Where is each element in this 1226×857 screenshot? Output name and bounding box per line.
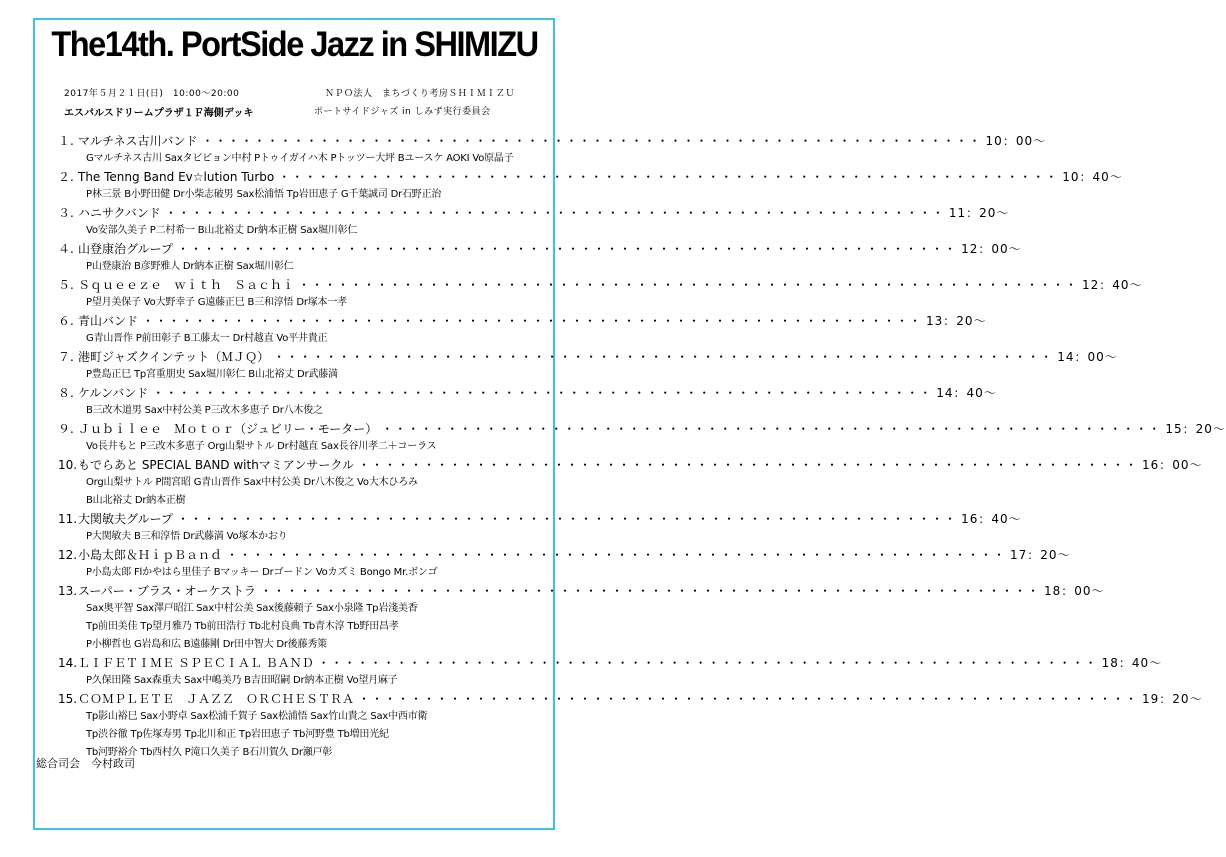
entry-number: ４. [58,242,74,256]
event-date: 2017年５月２１日(日) 10:00〜20:00 [64,89,240,99]
program-entry-line [58,654,1163,672]
program-entry [58,582,1105,654]
band-name: Ｊｕｂｉｌｅｅ Ｍｏｔｏｒ（ジュビリー・モーター） [78,422,378,436]
member-list: Tp影山裕巳 Sax小野卓 Sax松浦千賀子 Sax松浦悟 Sax竹山貴之 Sax中西市衛 [86,711,428,722]
program-entry-line [58,168,1123,186]
program-list [58,132,1226,762]
program-entry [58,510,1022,546]
program-entry-line [58,510,1022,528]
band-name: The Tenng Band Ev☆lution Turbo [78,170,275,184]
program-entry [58,204,1010,240]
program-entry [58,312,987,348]
leader-dots: ・・・・・・・・・・・・・・・・・・・・・・・・・・・・・・・・・・・・・・・・・・・・・・・・・・・・・・・・・・・・ [273,350,1054,364]
member-list: B三改木道男 Sax中村公美 P三改木多恵子 Dr八木俊之 [86,405,323,416]
page-title: The14th. PortSide Jazz in SHIMIZU [51,25,538,64]
entry-number: ９. [58,422,74,436]
entry-number: ８. [58,386,74,400]
member-list: P小柳哲也 G岩島和広 B遠藤剛 Dr田中智大 Dr後藤秀策 [86,639,327,650]
member-list: Sax奥平智 Sax澤戸昭江 Sax中村公美 Sax後藤頼子 Sax小泉隆 Tp岩淺美香 [86,603,418,614]
entry-number: 12. [58,548,78,562]
start-time: 11：20〜 [948,206,1010,220]
member-list: Tp渋谷徹 Tp佐塚寿男 Tp北川和正 Tp岩田恵子 Tb河野豊 Tb増田光紀 [86,729,389,740]
program-entry-line [58,456,1203,474]
member-list: Org山梨サトル P間宮昭 G青山晋作 Sax中村公美 Dr八木俊之 Vo大木ひろみ [86,477,418,488]
entry-number: ５. [58,278,74,292]
member-list: Tb河野裕介 Tb西村久 P滝口久美子 B石川賀久 Dr瀬戸彰 [86,747,333,758]
leader-dots: ・・・・・・・・・・・・・・・・・・・・・・・・・・・・・・・・・・・・・・・・・・・・・・・・・・・・・・・・・・・・ [298,278,1079,292]
program-entry [58,690,1203,762]
leader-dots: ・・・・・・・・・・・・・・・・・・・・・・・・・・・・・・・・・・・・・・・・・・・・・・・・・・・・・・・・・・・・ [278,170,1059,184]
program-entry-line [58,384,997,402]
leader-dots: ・・・・・・・・・・・・・・・・・・・・・・・・・・・・・・・・・・・・・・・・・・・・・・・・・・・・・・・・・・・・ [226,548,1007,562]
leader-dots: ・・・・・・・・・・・・・・・・・・・・・・・・・・・・・・・・・・・・・・・・・・・・・・・・・・・・・・・・・・・・ [142,314,923,328]
band-name: ハニサクバンド [78,206,161,220]
start-time: 14：00〜 [1057,350,1118,364]
emcee: 総合司会 今村政司 [36,757,135,770]
leader-dots: ・・・・・・・・・・・・・・・・・・・・・・・・・・・・・・・・・・・・・・・・・・・・・・・・・・・・・・・・・・・・ [152,386,933,400]
program-entry [58,456,1203,510]
program-entry-line [58,546,1071,564]
band-name: 青山バンド [78,314,139,328]
member-list: G青山晋作 P前田彰子 B工藤太一 Dr村越直 Vo平井貴正 [86,333,328,344]
start-time: 14：40〜 [936,386,997,400]
start-time: 19：20〜 [1142,692,1203,706]
organizer-npo: ＮＰＯ法人 まちづくり考房ＳＨＩＭＩＺＵ [325,89,515,99]
band-name: 小島太郎＆ＨｉｐＢａｎｄ [78,548,223,562]
start-time: 13：20〜 [926,314,987,328]
entry-number: ３. [58,206,74,220]
program-entry-line [58,132,1047,150]
program-entry [58,348,1118,384]
program-entry-line [58,582,1105,600]
member-list: Gマルチネス古川 Saxタビピョン中村 Pトゥイガイハ木 Pトッツー大坪 Bユースケ AOKI Vo原晶子 [86,153,514,164]
band-name: Ｓｑｕｅｅｚｅ ｗｉｔｈ Ｓａｃｈｉ [78,278,295,292]
band-name: 大関敏夫グループ [78,512,174,526]
program-entry [58,132,1047,168]
member-list: Vo安部久美子 P二村希一 B山北裕丈 Dr納本正樹 Sax堀川彰仁 [86,225,358,236]
program-entry-line [58,312,987,330]
entry-number: 11. [58,512,78,526]
band-name: スーパー・ブラス・オーケストラ [78,584,256,598]
start-time: 16：40〜 [961,512,1022,526]
leader-dots: ・・・・・・・・・・・・・・・・・・・・・・・・・・・・・・・・・・・・・・・・・・・・・・・・・・・・・・・・・・・・ [177,242,958,256]
start-time: 18：00〜 [1043,584,1105,598]
program-entry [58,654,1163,690]
program-entry [58,420,1226,456]
program-entry [58,168,1123,204]
entry-number: １. [58,134,74,148]
program-entry-line [58,276,1143,294]
venue: エスパルスドリームプラザ１Ｆ海側デッキ [64,108,254,119]
entry-number: 10. [58,458,78,472]
entry-number: ６. [58,314,74,328]
entry-number: 14. [58,656,78,670]
band-name: ケルンバンド [78,386,149,400]
start-time: 12：40〜 [1082,278,1143,292]
leader-dots: ・・・・・・・・・・・・・・・・・・・・・・・・・・・・・・・・・・・・・・・・・・・・・・・・・・・・・・・・・・・・ [164,206,945,220]
band-name: ＣＯＭＰＬＥＴＥ ＪＡＺＺ ＯＲＣＨＥＳＴＲＡ [78,692,355,706]
program-entry-line [58,420,1226,438]
leader-dots: ・・・・・・・・・・・・・・・・・・・・・・・・・・・・・・・・・・・・・・・・・・・・・・・・・・・・・・・・・・・・ [357,458,1138,472]
band-name: マルチネス古川バンド [78,134,198,148]
leader-dots: ・・・・・・・・・・・・・・・・・・・・・・・・・・・・・・・・・・・・・・・・・・・・・・・・・・・・・・・・・・・・ [317,656,1098,670]
member-list: B山北裕丈 Dr納本正樹 [86,495,186,506]
member-list: P豊島正巳 Tp宮重朋史 Sax堀川彰仁 B山北裕丈 Dr武藤満 [86,369,338,380]
start-time: 10：00〜 [985,134,1047,148]
member-list: Tp前田美佳 Tp望月雅乃 Tb前田浩行 Tb北村良典 Tb青木淳 Tb野田昌孝 [86,621,399,632]
leader-dots: ・・・・・・・・・・・・・・・・・・・・・・・・・・・・・・・・・・・・・・・・・・・・・・・・・・・・・・・・・・・・ [177,512,958,526]
leader-dots: ・・・・・・・・・・・・・・・・・・・・・・・・・・・・・・・・・・・・・・・・・・・・・・・・・・・・・・・・・・・・ [259,584,1040,598]
program-entry [58,546,1071,582]
program-entry-line [58,348,1118,366]
entry-number: ７. [58,350,74,364]
entry-number: 15. [58,692,78,706]
leader-dots: ・・・・・・・・・・・・・・・・・・・・・・・・・・・・・・・・・・・・・・・・・・・・・・・・・・・・・・・・・・・・ [358,692,1139,706]
start-time: 10：40〜 [1062,170,1123,184]
member-list: P小島太郎 Flかやはら里佳子 Bマッキー Drゴードン Voカズミ Bongo Mr.ボンゴ [86,567,438,578]
program-entry [58,384,997,420]
program-entry-line [58,240,1022,258]
start-time: 18：40〜 [1101,656,1163,670]
start-time: 16：00〜 [1142,458,1203,472]
entry-number: ２. [58,170,74,184]
leader-dots: ・・・・・・・・・・・・・・・・・・・・・・・・・・・・・・・・・・・・・・・・・・・・・・・・・・・・・・・・・・・・ [201,134,982,148]
member-list: P久保田隆 Sax森重夫 Sax中嶋美乃 B吉田昭嗣 Dr納本正樹 Vo望月麻子 [86,675,398,686]
program-entry-line [58,204,1010,222]
band-name: 港町ジャズクインテット（ＭＪＱ） [78,350,270,364]
band-name: もでらあと SPECIAL BAND withマミアンサークル [78,458,354,472]
program-entry [58,276,1143,312]
band-name: ＬＩＦＥＴＩＭＥ ＳＰＥＣＩＡＬ ＢＡＮＤ [78,656,314,670]
member-list: P望月美保子 Vo大野幸子 G遠藤正巳 B三和淳悟 Dr塚本一孝 [86,297,347,308]
start-time: 17：20〜 [1010,548,1071,562]
organizer-committee: ポートサイドジャズ in しみず実行委員会 [314,107,491,117]
program-entry-line [58,690,1203,708]
program-entry [58,240,1022,276]
member-list: P林三景 B小野田健 Dr小柴志破男 Sax松浦悟 Tp岩田恵子 G千葉誠司 Dr石野正治 [86,189,442,200]
entry-number: 13. [58,584,78,598]
leader-dots: ・・・・・・・・・・・・・・・・・・・・・・・・・・・・・・・・・・・・・・・・・・・・・・・・・・・・・・・・・・・・ [381,422,1162,436]
start-time: 15：20〜 [1165,422,1226,436]
member-list: P大関敏夫 B三和淳悟 Dr武藤満 Vo塚本かおり [86,531,288,542]
member-list: P山登康治 B彦野雅人 Dr納本正樹 Sax堀川彰仁 [86,261,294,272]
band-name: 山登康治グループ [78,242,174,256]
start-time: 12：00〜 [961,242,1022,256]
member-list: Vo長井もと P三改木多恵子 Org山梨サトル Dr村越直 Sax長谷川孝二＋コーラス [86,441,437,452]
